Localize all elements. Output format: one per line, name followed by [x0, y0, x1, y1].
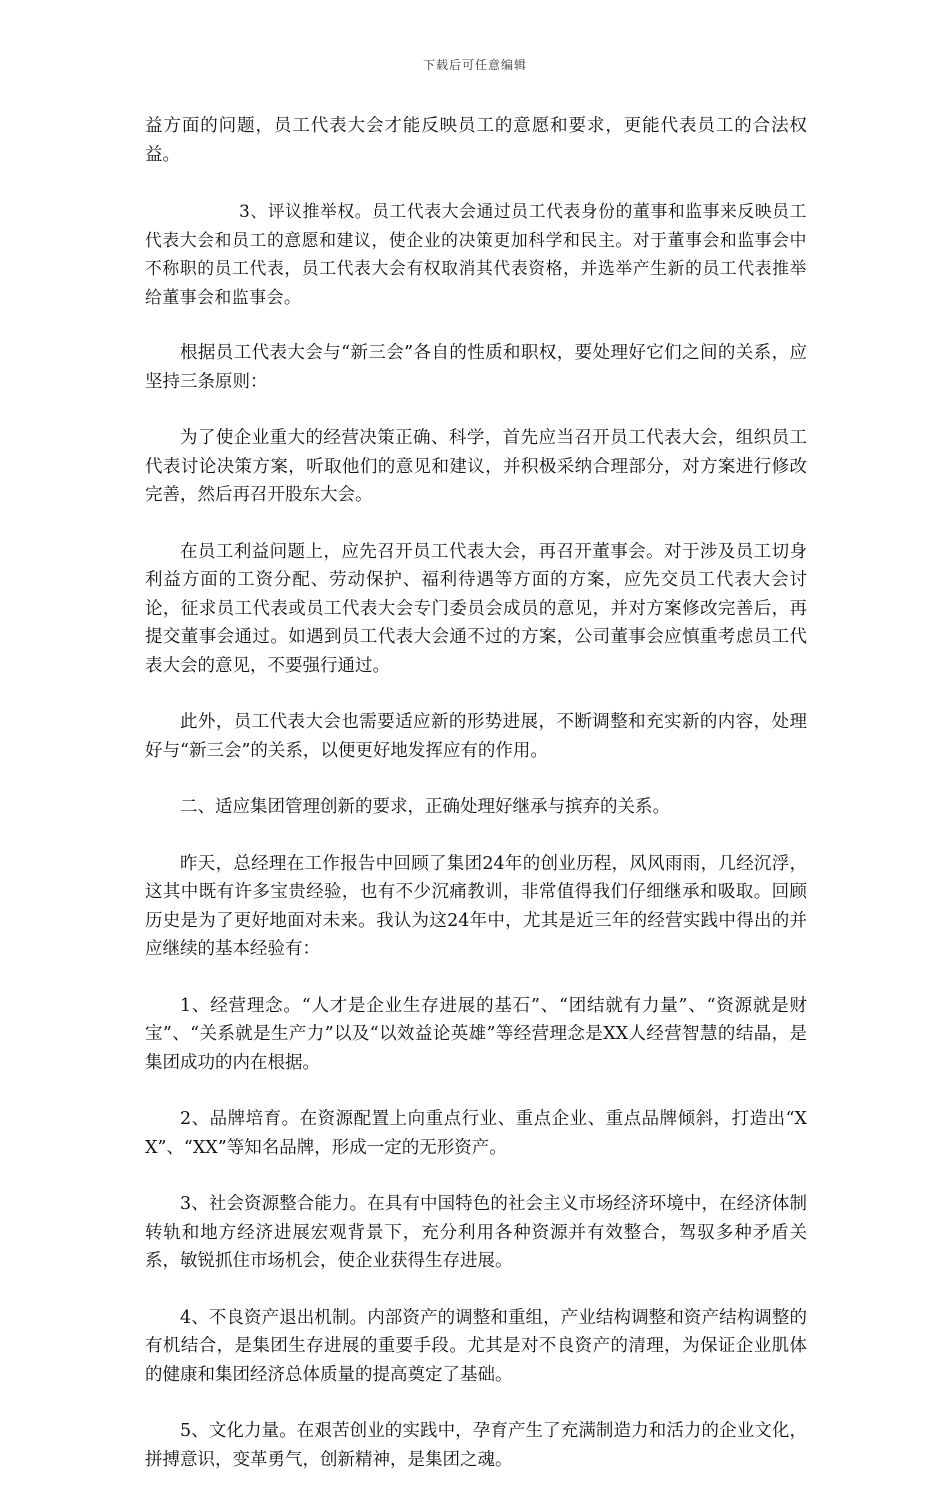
paragraph-adaptation: 此外，员工代表大会也需要适应新的形势进展，不断调整和充实新的内容，处理好与“新三会”的关系，以便更好地发挥应有的作用。 [145, 712, 807, 761]
paragraph-evaluation-right: 3、评议推举权。员工代表大会通过员工代表身份的董事和监事来反映员工代表大会和员工的意愿和建议，使企业的决策更加科学和民主。对于董事会和监事会中不称职的员工代表，员工代表大会有权取消其代表资格，并选举产生新的员工代表推举给董事会和监事会。 [145, 201, 807, 307]
paragraph-experience-3: 3、社会资源整合能力。在具有中国特色的社会主义市场经济环境中，在经济体制转轨和地方经济进展宏观背景下，充分利用各种资源并有效整合，驾驭多种矛盾关系，敏锐抓住市场机会，使企业获得生存进展。 [145, 1194, 807, 1271]
document-body [145, 112, 807, 1502]
paragraph-experience-4: 4、不良资产退出机制。内部资产的调整和重组，产业结构调整和资产结构调整的有机结合，是集团生存进展的重要手段。尤其是对不良资产的清理，为保证企业肌体的健康和集团经济总体质量的提高奠定了基础。 [145, 1307, 807, 1385]
page-header: 下载后可任意编辑 [422, 58, 527, 72]
paragraph-principle-decision: 为了使企业重大的经营决策正确、科学，首先应当召开员工代表大会，组织员工代表讨论决策方案，听取他们的意见和建议，并积极采纳合理部分，对方案进行修改完善，然后再召开股东大会。 [145, 428, 807, 505]
paragraph-experience-5: 5、文化力量。在艰苦创业的实践中，孕育产生了充满制造力和活力的企业文化，拼搏意识，变革勇气，创新精神，是集团之魂。 [145, 1421, 807, 1470]
paragraph-principles-intro: 根据员工代表大会与“新三会”各自的性质和职权，要处理好它们之间的关系，应坚持三条原则： [145, 343, 807, 392]
paragraph-continued: 益方面的问题，员工代表大会才能反映员工的意愿和要求，更能代表员工的合法权益。 [145, 116, 807, 165]
paragraph-experience-1: 1、经营理念。“人才是企业生存进展的基石”、“团结就有力量”、“资源就是财宝”、“关系就是生产力”以及“以效益论英雄”等经营理念是XX人经营智慧的结晶，是集团成功的内在根据。 [145, 995, 807, 1073]
paragraph-experience-2: 2、品牌培育。在资源配置上向重点行业、重点企业、重点品牌倾斜，打造出“XX”、“XX”等知名品牌，形成一定的无形资产。 [145, 1109, 807, 1158]
section-heading-two: 二、适应集团管理创新的要求，正确处理好继承与摈弃的关系。 [180, 797, 670, 817]
paragraph-principle-interests: 在员工利益问题上，应先召开员工代表大会，再召开董事会。对于涉及员工切身利益方面的工资分配、劳动保护、福利待遇等方面的方案，应先交员工代表大会讨论，征求员工代表或员工代表大会专门委员会成员的意见，并对方案修改完善后，再提交董事会通过。如遇到员工代表大会通不过的方案，公司董事会应慎重考虑员工代表大会的意见，不要强行通过。 [145, 541, 807, 676]
paragraph-history: 昨天，总经理在工作报告中回顾了集团24年的创业历程，风风雨雨，几经沉浮，这其中既有许多宝贵经验，也有不少沉痛教训，非常值得我们仔细继承和吸取。回顾历史是为了更好地面对未来。我认为这24年中，尤其是近三年的经营实践中得出的并应继续的基本经验有： [145, 853, 807, 959]
